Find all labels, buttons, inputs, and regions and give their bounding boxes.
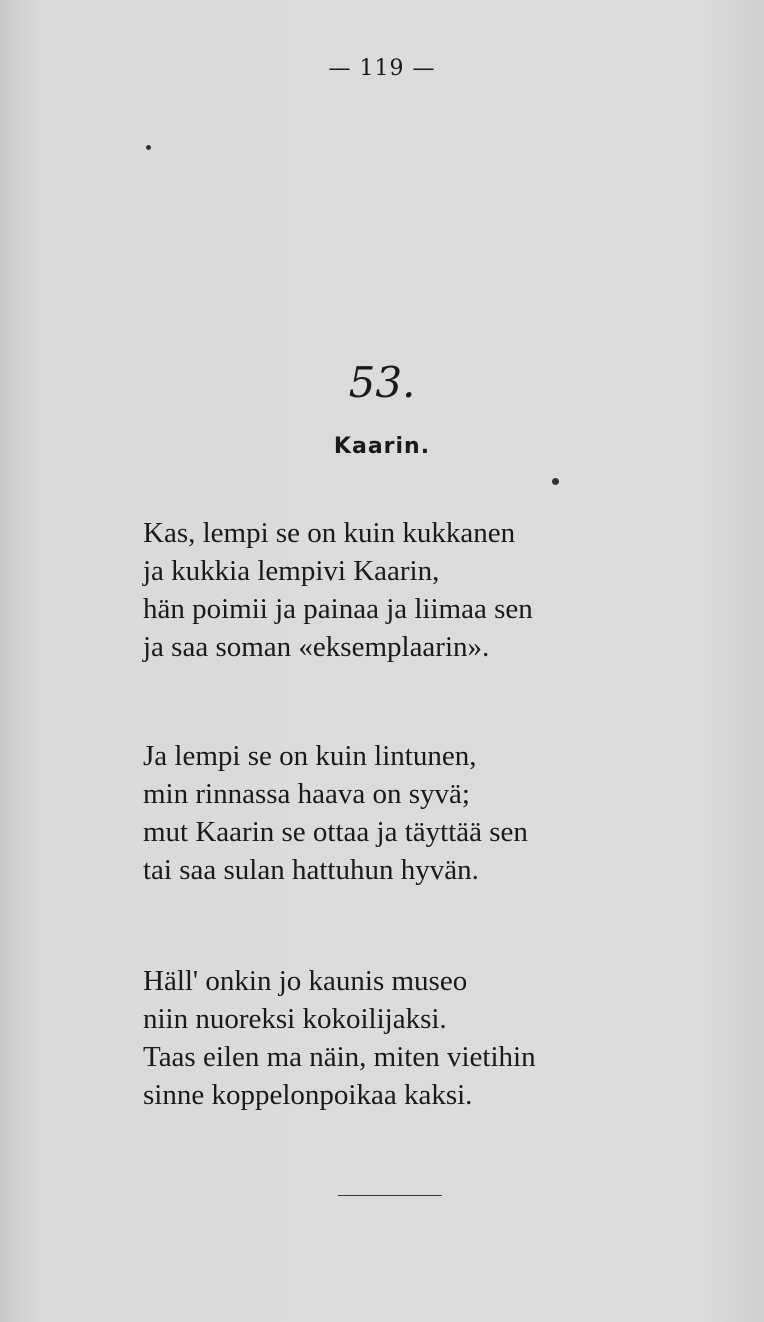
stanza-3 xyxy=(143,962,623,1114)
poem-line: min rinnassa haava on syvä; xyxy=(143,778,470,810)
print-speck xyxy=(552,478,559,485)
poem-line: Häll' onkin jo kaunis museo xyxy=(143,965,468,997)
poem-line: Ja lempi se on kuin lintunen, xyxy=(143,740,477,772)
stanza-1 xyxy=(143,514,623,666)
poem-line: ja saa soman «eksemplaarin». xyxy=(143,631,490,663)
poem-number: 53. xyxy=(348,358,416,407)
print-speck xyxy=(146,145,151,150)
stanza-2 xyxy=(143,737,623,889)
page-number: — 119 — xyxy=(328,56,436,81)
poem-line: Kas, lempi se on kuin kukkanen xyxy=(143,517,516,549)
poem-line: Taas eilen ma näin, miten vietihin xyxy=(143,1041,536,1073)
poem-line: hän poimii ja painaa ja liimaa sen xyxy=(143,593,533,625)
poem-line: niin nuoreksi kokoilijaksi. xyxy=(143,1003,447,1035)
poem-title: Kaarin. xyxy=(333,434,431,459)
poem-line: tai saa sulan hattuhun hyvän. xyxy=(143,854,479,886)
end-rule xyxy=(338,1195,442,1196)
poem-line: sinne koppelonpoikaa kaksi. xyxy=(143,1079,473,1111)
poem-line: ja kukkia lempivi Kaarin, xyxy=(143,555,440,587)
poem-line: mut Kaarin se ottaa ja täyttää sen xyxy=(143,816,528,848)
